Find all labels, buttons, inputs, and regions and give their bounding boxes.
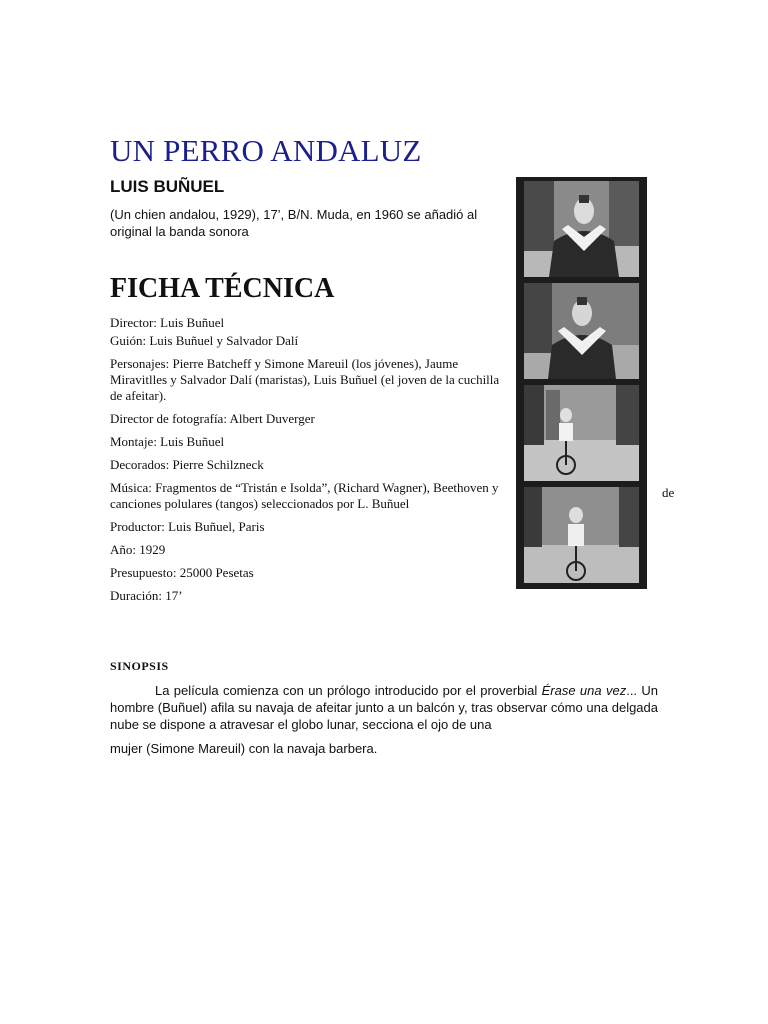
film-still-4 <box>524 487 639 583</box>
document-title: UN PERRO ANDALUZ <box>110 133 422 168</box>
credit-presupuesto: Presupuesto: 25000 Pesetas <box>110 565 254 580</box>
credit-decorados: Decorados: Pierre Schilzneck <box>110 457 264 472</box>
sinopsis-text-continued: ... Un hombre (Buñuel) afila su navaja de afeitar junto a un balcón y, tras observar cómo una delgada nube se dispone a atravesar el globo lunar, secciona el ojo de una <box>110 683 658 732</box>
sinopsis-italic-phrase: Érase una vez <box>541 683 627 698</box>
sinopsis-heading: SINOPSIS <box>110 659 169 673</box>
credit-guion: Guión: Luis Buñuel y Salvador Dalí <box>110 333 299 348</box>
film-still-2 <box>524 283 639 379</box>
credit-personajes: Personajes: Pierre Batcheff y Simone Mareuil (los jóvenes), Jaume Miravitlles y Salvador Dalí (maristas), Luis Buñuel (el joven de la cuchilla de afeitar). <box>110 356 500 403</box>
credits-list <box>110 315 500 611</box>
author-name: LUIS BUÑUEL <box>110 177 225 196</box>
credit-musica: Música: Fragmentos de “Tristán e Isolda”, (Richard Wagner), Beethoven y canciones polulares (tangos) seleccionados por L. Buñuel <box>110 480 499 511</box>
sinopsis-paragraph <box>110 682 658 733</box>
credit-montaje: Montaje: Luis Buñuel <box>110 434 225 449</box>
ficha-tecnica-heading: FICHA TÉCNICA <box>110 273 335 304</box>
film-still-strip <box>516 177 647 589</box>
credit-fotografia: Director de fotografía: Albert Duverger <box>110 411 315 426</box>
film-still-3 <box>524 385 639 481</box>
credit-duracion: Duración: 17’ <box>110 588 183 603</box>
film-still-1 <box>524 181 639 277</box>
credit-productor: Productor: Luis Buñuel, Paris <box>110 519 265 534</box>
sinopsis-last-line: mujer (Simone Mareuil) con la navaja barbera. <box>110 741 378 756</box>
film-subtitle: (Un chien andalou, 1929), 17’, B/N. Muda, en 1960 se añadió al original la banda sonora <box>110 207 478 239</box>
credit-anio: Año: 1929 <box>110 542 166 557</box>
credit-director: Director: Luis Buñuel <box>110 315 225 330</box>
sinopsis-text-start: La película comienza con un prólogo introducido por el proverbial <box>155 683 542 698</box>
credit-musica-de: de <box>662 485 675 500</box>
